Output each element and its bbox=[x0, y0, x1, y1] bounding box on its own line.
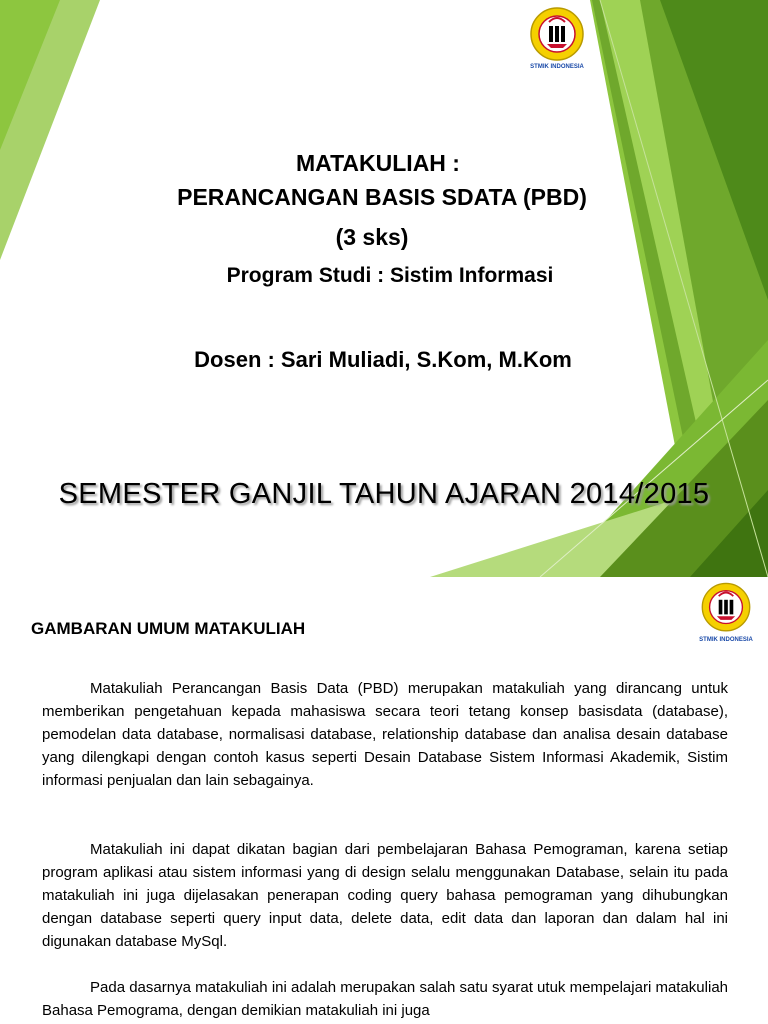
logo-caption: STMIK INDONESIA bbox=[530, 64, 584, 70]
logo-caption: STMIK INDONESIA bbox=[699, 637, 753, 643]
paragraph-2 bbox=[42, 838, 728, 953]
course-label: MATAKULIAH : bbox=[296, 150, 460, 176]
course-credits: (3 sks) bbox=[335, 224, 409, 250]
section-heading: GAMBARAN UMUM MATAKULIAH bbox=[31, 619, 306, 638]
stmik-emblem-icon bbox=[523, 6, 591, 64]
study-program: Program Studi : Sistim Informasi bbox=[226, 264, 554, 287]
overview-slide bbox=[0, 577, 768, 1024]
stmik-logo bbox=[695, 581, 757, 643]
paragraph-3 bbox=[42, 976, 728, 1022]
paragraph-text: Matakuliah Perancangan Basis Data (PBD) merupakan matakuliah yang dirancang untuk memberikan pengetahuan kepada mahasiswa secara teori tetang konsep basisdata (database), pemodelan data database, normalisasi database, relationship database dan analisa desain database yang dilengkapi dengan contoh kasus seperti Desain Database Sistem Informasi Akademik, Sistim informasi penjualan dan lain sebagainya. bbox=[42, 680, 728, 789]
paragraph-1 bbox=[42, 677, 728, 792]
semester-title: SEMESTER GANJIL TAHUN AJARAN 2014/2015 bbox=[58, 478, 710, 510]
lecturer: Dosen : Sari Muliadi, S.Kom, M.Kom bbox=[194, 347, 572, 372]
stmik-emblem-icon bbox=[695, 581, 757, 635]
paragraph-text: Pada dasarnya matakuliah ini adalah merupakan salah satu syarat utuk mempelajari matakuliah Bahasa Pemograma, dengan demikian matakuliah ini juga bbox=[42, 979, 728, 1019]
paragraph-text: Matakuliah ini dapat dikatan bagian dari pembelajaran Bahasa Pemograman, karena setiap program aplikasi atau sistem informasi yang di design selalu menggunakan Database, selain itu pada matakuliah ini juga dijelasakan penerapan coding query bahasa pemograman yang dihubungkan dengan database seperti query input data, delete data, edit data dan laporan dan dalam hal ini digunakan database MySql. bbox=[42, 841, 728, 950]
course-title: PERANCANGAN BASIS SDATA (PBD) bbox=[177, 184, 587, 210]
stmik-logo bbox=[523, 6, 591, 70]
